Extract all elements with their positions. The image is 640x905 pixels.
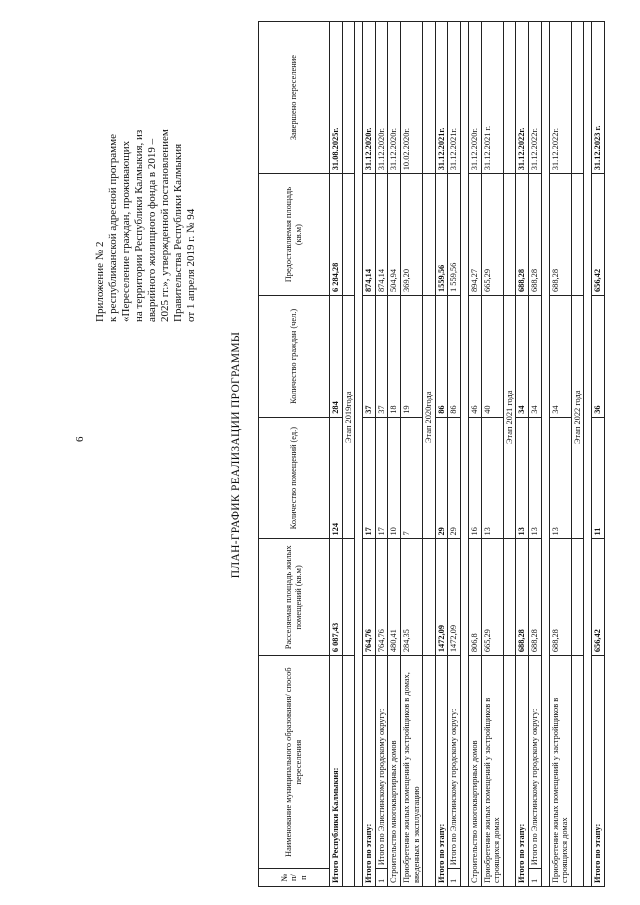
cell-people: 19: [400, 296, 422, 418]
cell-area: 764,76: [363, 539, 376, 656]
header-rooms: Количество помещений (ед.): [259, 417, 330, 539]
stage-label: Этап 2019года: [342, 296, 355, 540]
cell-rooms: 29: [448, 417, 461, 539]
stage-label: Этап 2021 года: [503, 296, 516, 540]
cell-area: 1472,09: [435, 539, 448, 656]
cell-done: 31.12.2022г.: [528, 22, 541, 174]
cell-people: 18: [388, 296, 401, 418]
page-number: 6: [74, 436, 86, 442]
cell-name: Итого по этапу:: [516, 656, 529, 887]
cell-done: 31.12.2021 г.: [481, 22, 503, 174]
cell-people: 37: [363, 296, 376, 418]
cell-people: 86: [435, 296, 448, 418]
spacer-row: [355, 22, 363, 887]
cell-rooms: 29: [435, 417, 448, 539]
cell-provided: 504,94: [388, 174, 401, 296]
table-row-district: [375, 22, 388, 887]
cell-area: 665,29: [481, 539, 503, 656]
cell-provided: 656,42: [592, 174, 605, 296]
table-row-method: [549, 22, 571, 887]
cell-done: 31.08.2025г.: [330, 22, 343, 174]
cell-name: Строительство многоквартирных домов: [388, 656, 401, 887]
cell-done: 31.12.2020г.: [363, 22, 376, 174]
cell-rooms: 124: [330, 417, 343, 539]
cell-done: 10.02.2020г.: [400, 22, 422, 174]
cell-area: 284,35: [400, 539, 422, 656]
cell-rooms: 17: [363, 417, 376, 539]
cell-area: 656,42: [592, 539, 605, 656]
cell-provided: 369,20: [400, 174, 422, 296]
appendix-line: аварийного жилищного фонда в 2019 –: [146, 138, 158, 322]
cell-rooms: 7: [400, 417, 422, 539]
document-title: ПЛАН-ГРАФИК РЕАЛИЗАЦИИ ПРОГРАММЫ: [230, 331, 242, 579]
cell-people: 36: [592, 296, 605, 418]
cell-provided: 665,29: [481, 174, 503, 296]
cell-num: 1: [528, 869, 541, 887]
spacer-row: [584, 22, 592, 887]
cell-area: 806,8: [468, 539, 481, 656]
cell-area: 688,28: [528, 539, 541, 656]
cell-area: 688,28: [549, 539, 571, 656]
cell-provided: 688,28: [516, 174, 529, 296]
cell-people: 34: [516, 296, 529, 418]
table-row-stage-total: [592, 22, 605, 887]
table-row-method: [400, 22, 422, 887]
table-row-stage-total: [363, 22, 376, 887]
cell-area: 1472,09: [448, 539, 461, 656]
cell-done: 31.12.2022г.: [549, 22, 571, 174]
cell-provided: 688,28: [528, 174, 541, 296]
cell-area: 6 087,43: [330, 539, 343, 656]
cell-name: Итого по Элистинскому городскому округу:: [528, 656, 541, 869]
header-provided: Предоставляемая площадь (кв.м): [259, 174, 330, 296]
cell-rooms: 16: [468, 417, 481, 539]
cell-name: Итого Республики Калмыкия:: [330, 656, 343, 887]
cell-people: 34: [549, 296, 571, 418]
cell-rooms: 10: [388, 417, 401, 539]
cell-provided: 874,14: [363, 174, 376, 296]
header-num: № п/п: [259, 869, 330, 887]
cell-name: Итого по этапу:: [592, 656, 605, 887]
table-header-row: [259, 22, 330, 887]
cell-area: 688,28: [516, 539, 529, 656]
appendix-line: к республиканской адресной программе: [107, 134, 119, 322]
table-row-method: [388, 22, 401, 887]
cell-name: Итого по этапу:: [363, 656, 376, 887]
cell-people: 46: [468, 296, 481, 418]
cell-rooms: 13: [528, 417, 541, 539]
cell-rooms: 13: [549, 417, 571, 539]
stage-row: [503, 22, 516, 887]
table-row-stage-total: [435, 22, 448, 887]
appendix-line: Правительства Республики Калмыкия: [172, 143, 184, 322]
cell-name: Строительство многоквартирных домов: [468, 656, 481, 887]
header-done: Завершено переселение: [259, 22, 330, 174]
spacer-row: [541, 22, 549, 887]
cell-done: 31.12.2021г.: [448, 22, 461, 174]
cell-provided: 1 559,56: [448, 174, 461, 296]
cell-done: 31.12.2020г.: [375, 22, 388, 174]
cell-area: 764,76: [375, 539, 388, 656]
cell-name: Приобретение жилых помещений у застройщиков в домах, введенных в эксплуатацию: [400, 656, 422, 887]
cell-done: 31.12.2022г.: [516, 22, 529, 174]
header-area: Расселяемая площадь жилых помещений (кв.м): [259, 539, 330, 656]
cell-name: Приобретение жилых помещений у застройщиков в строящихся домах: [549, 656, 571, 887]
cell-done: 31.12.2020г.: [468, 22, 481, 174]
cell-done: 31.12.2023 г.: [592, 22, 605, 174]
spacer-row: [460, 22, 468, 887]
cell-provided: 874,14: [375, 174, 388, 296]
cell-name: Приобретение жилых помещений у застройщиков в строящихся домах: [481, 656, 503, 887]
appendix-line: на территории Республики Калмыкия, из: [133, 129, 145, 322]
cell-area: 480,41: [388, 539, 401, 656]
cell-people: 34: [528, 296, 541, 418]
cell-provided: 1559,56: [435, 174, 448, 296]
cell-rooms: 13: [516, 417, 529, 539]
cell-done: 31.12.2021г.: [435, 22, 448, 174]
appendix-line: от 1 апреля 2019 г. № 94: [185, 208, 197, 322]
appendix-note: [94, 22, 198, 322]
table-row-district: [448, 22, 461, 887]
cell-done: 31.12.2020г.: [388, 22, 401, 174]
header-name: Наименование муниципального образования/ способ переселения: [259, 656, 330, 869]
schedule-table: [258, 21, 605, 887]
cell-provided: 688,28: [549, 174, 571, 296]
cell-people: 284: [330, 296, 343, 418]
cell-rooms: 13: [481, 417, 503, 539]
appendix-line: 2025 гг.», утвержденной постановлением: [159, 129, 171, 322]
cell-name: Итого по этапу:: [435, 656, 448, 887]
appendix-line: Приложение № 2: [94, 241, 106, 322]
cell-people: 37: [375, 296, 388, 418]
cell-name: Итого по Элистинскому городскому округу:: [375, 656, 388, 869]
cell-people: 40: [481, 296, 503, 418]
table-row-district: [528, 22, 541, 887]
stage-label: Этап 2022 года: [571, 296, 584, 540]
table-row-method: [481, 22, 503, 887]
cell-num: 1: [375, 869, 388, 887]
stage-row: [423, 22, 436, 887]
cell-name: Итого по Элистинскому городскому округу:: [448, 656, 461, 869]
cell-rooms: 11: [592, 417, 605, 539]
cell-people: 86: [448, 296, 461, 418]
table-row-stage-total: [516, 22, 529, 887]
cell-num: 1: [448, 869, 461, 887]
stage-row: [571, 22, 584, 887]
cell-rooms: 17: [375, 417, 388, 539]
header-people: Количество граждан (чел.): [259, 296, 330, 418]
stage-row: [342, 22, 355, 887]
stage-label: Этап 2020года: [423, 296, 436, 540]
table-row-total: [330, 22, 343, 887]
cell-provided: 894,27: [468, 174, 481, 296]
cell-provided: 6 284,28: [330, 174, 343, 296]
appendix-line: «Переселение граждан, проживающих: [120, 140, 132, 322]
table-row-method: [468, 22, 481, 887]
